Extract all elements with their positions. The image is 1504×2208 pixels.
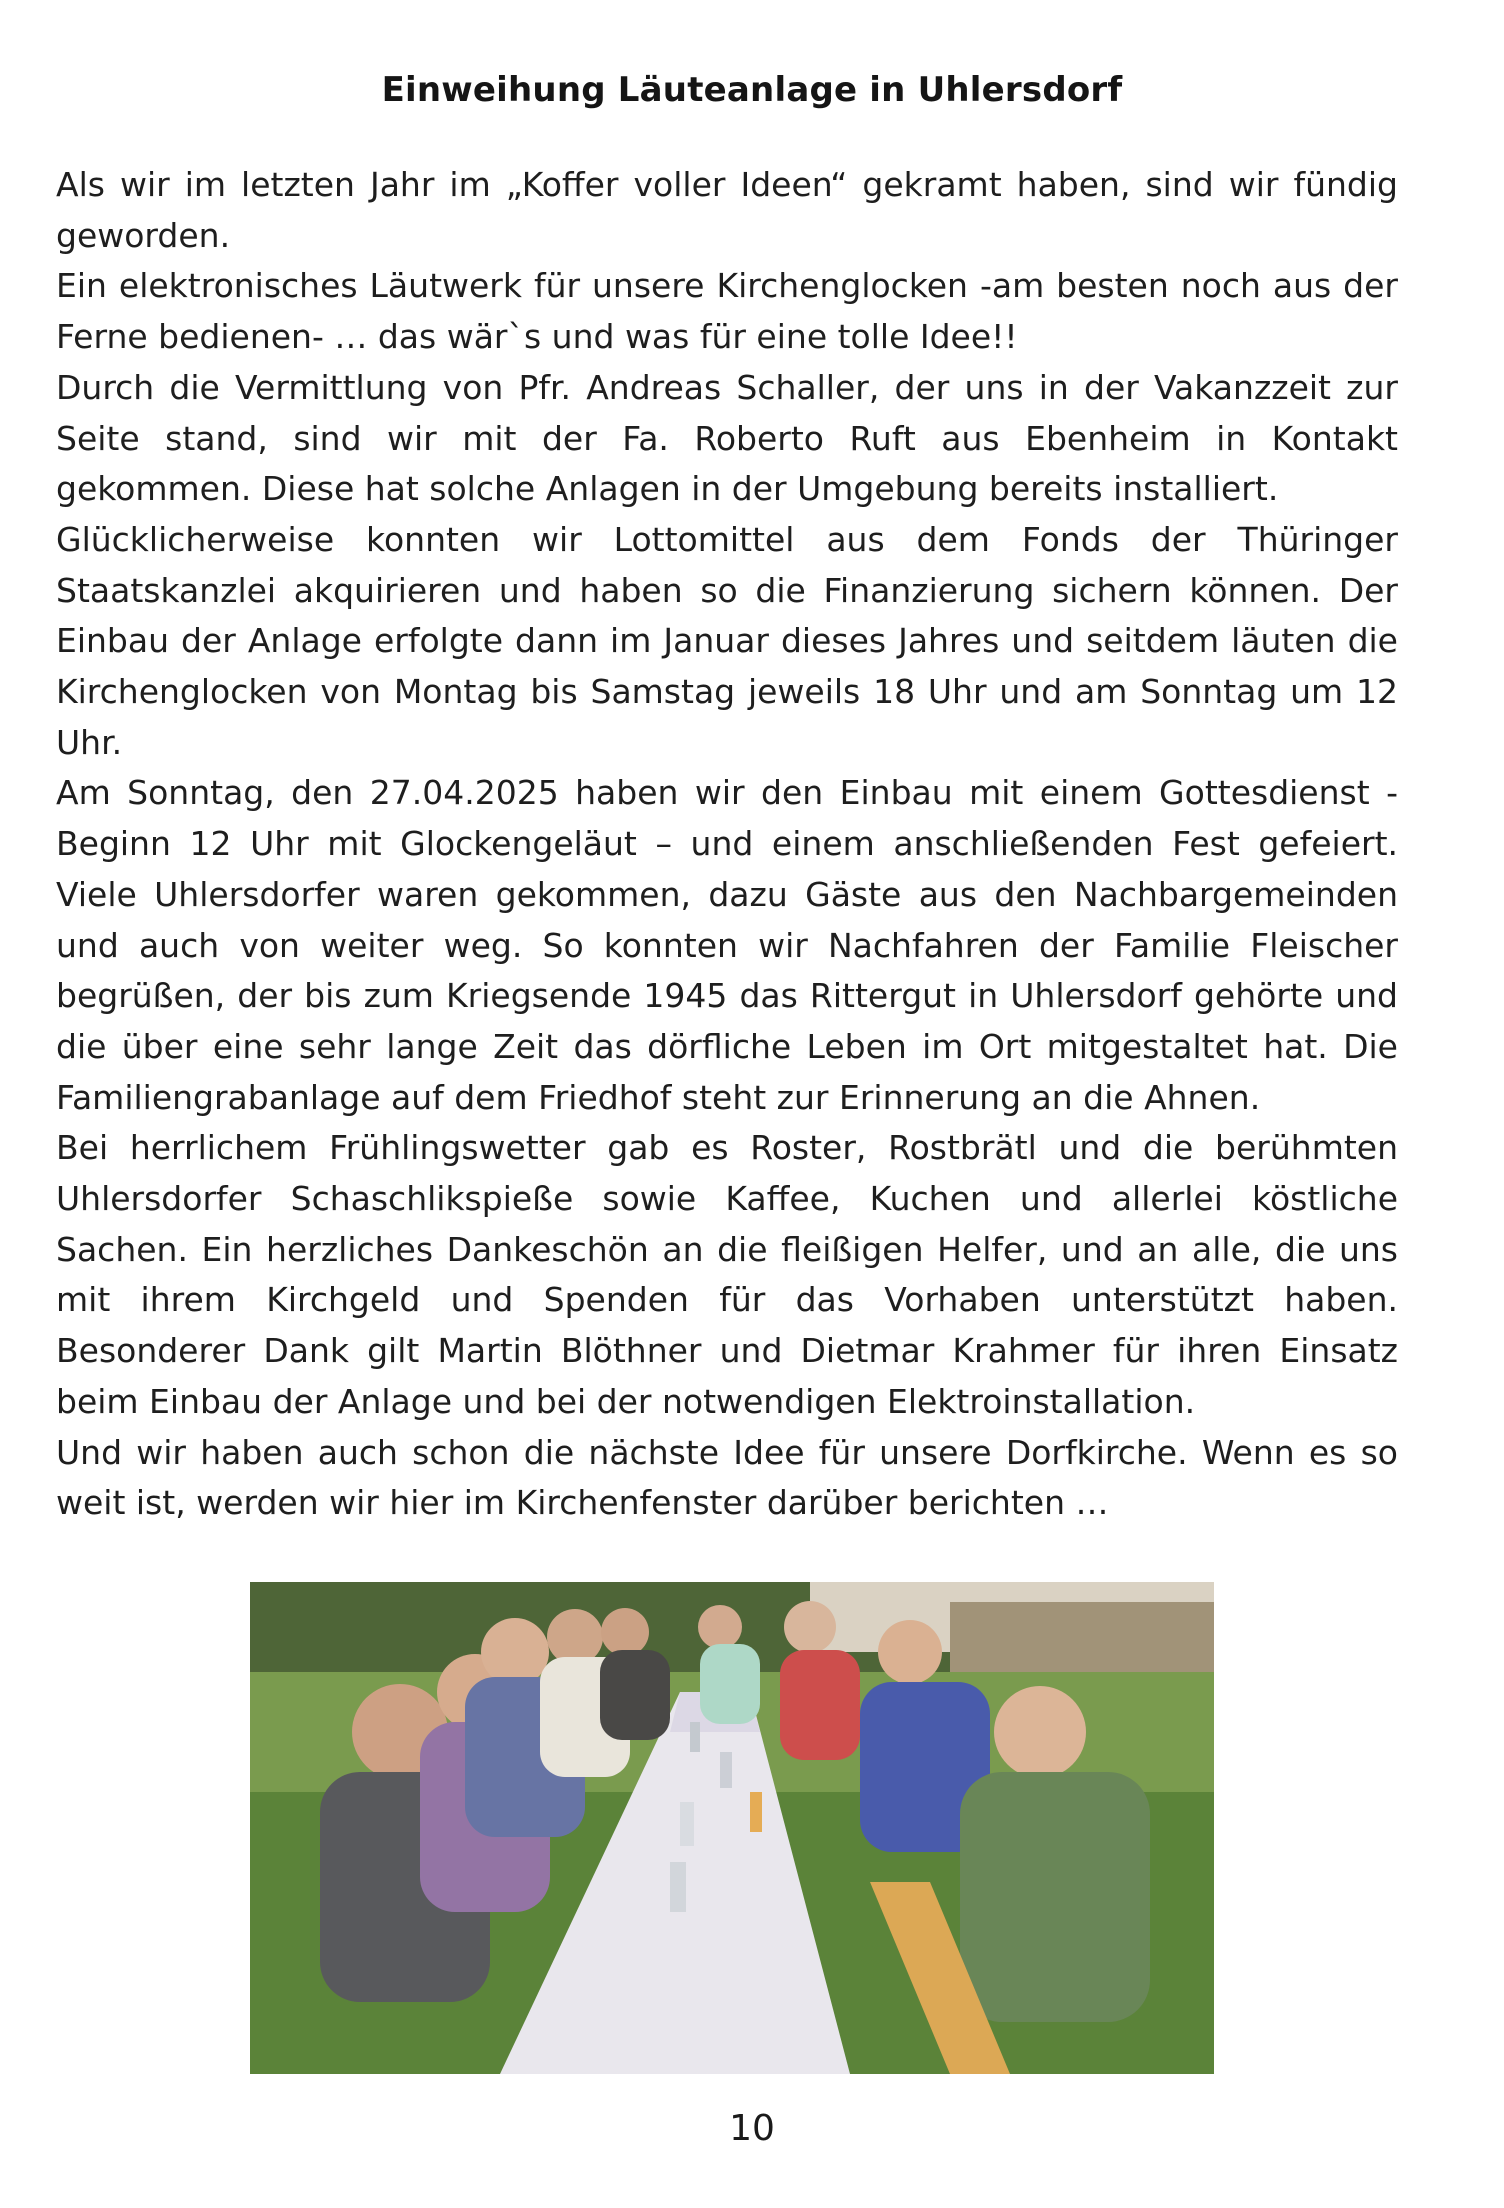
article-body	[56, 160, 1398, 1529]
page-number: 10	[729, 2108, 775, 2149]
event-photo	[250, 1582, 1214, 2074]
paragraph: Durch die Vermittlung von Pfr. Andreas Schaller, der uns in der Vakanzzeit zur Seite stand, sind wir mit der Fa. Roberto Ruft aus Ebenheim in Kontakt gekommen. Diese hat solche Anlagen in der Umgebung bereits installiert.	[56, 367, 1398, 509]
paragraph: Als wir im letzten Jahr im „Koffer voller Ideen“ gekramt haben, sind wir fündig geworden.	[56, 165, 1398, 255]
paragraph: Und wir haben auch schon die nächste Idee für unsere Dorfkirche. Wenn es so weit ist, werden wir hier im Kirchenfenster darüber berichten …	[56, 1432, 1398, 1523]
paragraph: Glücklicherweise konnten wir Lottomittel aus dem Fonds der Thüringer Staatskanzlei akquirieren und haben so die Finanzierung sichern können. Der Einbau der Anlage erfolgte dann im Januar dieses Jahres und seitdem läuten die Kirchenglocken von Montag bis Samstag jeweils 18 Uhr und am Sonntag um 12 Uhr.	[56, 519, 1398, 762]
paragraph: Am Sonntag, den 27.04.2025 haben wir den Einbau mit einem Gottesdienst - Beginn 12 Uhr mit Glockengeläut – und einem anschließenden Fest gefeiert. Viele Uhlersdorfer waren gekommen, dazu Gäste aus den Nachbargemeinden und auch von weiter weg. So konnten wir Nachfahren der Familie Fleischer begrüßen, der bis zum Kriegsende 1945 das Rittergut in Uhlersdorf gehörte und die über eine sehr lange Zeit das dörfliche Leben im Ort mitgestaltet hat. Die Familiengrabanlage auf dem Friedhof steht zur Erinnerung an die Ahnen.	[56, 773, 1398, 1117]
photo-illustration	[250, 1582, 1214, 2074]
paragraph: Bei herrlichem Frühlingswetter gab es Roster, Rostbrätl und die berühmten Uhlersdorfer Schaschlikspieße sowie Kaffee, Kuchen und allerlei köstliche Sachen. Ein herzliches Dankeschön an die fleißigen Helfer, und an alle, die uns mit ihrem Kirchgeld und Spenden für das Vorhaben unterstützt haben. Besonderer Dank gilt Martin Blöthner und Dietmar Krahmer für ihren Einsatz beim Einbau der Anlage und bei der notwendigen Elektroinstallation.	[56, 1128, 1398, 1421]
article-title: Einweihung Läuteanlage in Uhlersdorf	[381, 70, 1123, 110]
paragraph: Ein elektronisches Läutwerk für unsere Kirchenglocken -am besten noch aus der Ferne bedienen- … das wär`s und was für eine tolle Idee!!	[56, 266, 1398, 357]
